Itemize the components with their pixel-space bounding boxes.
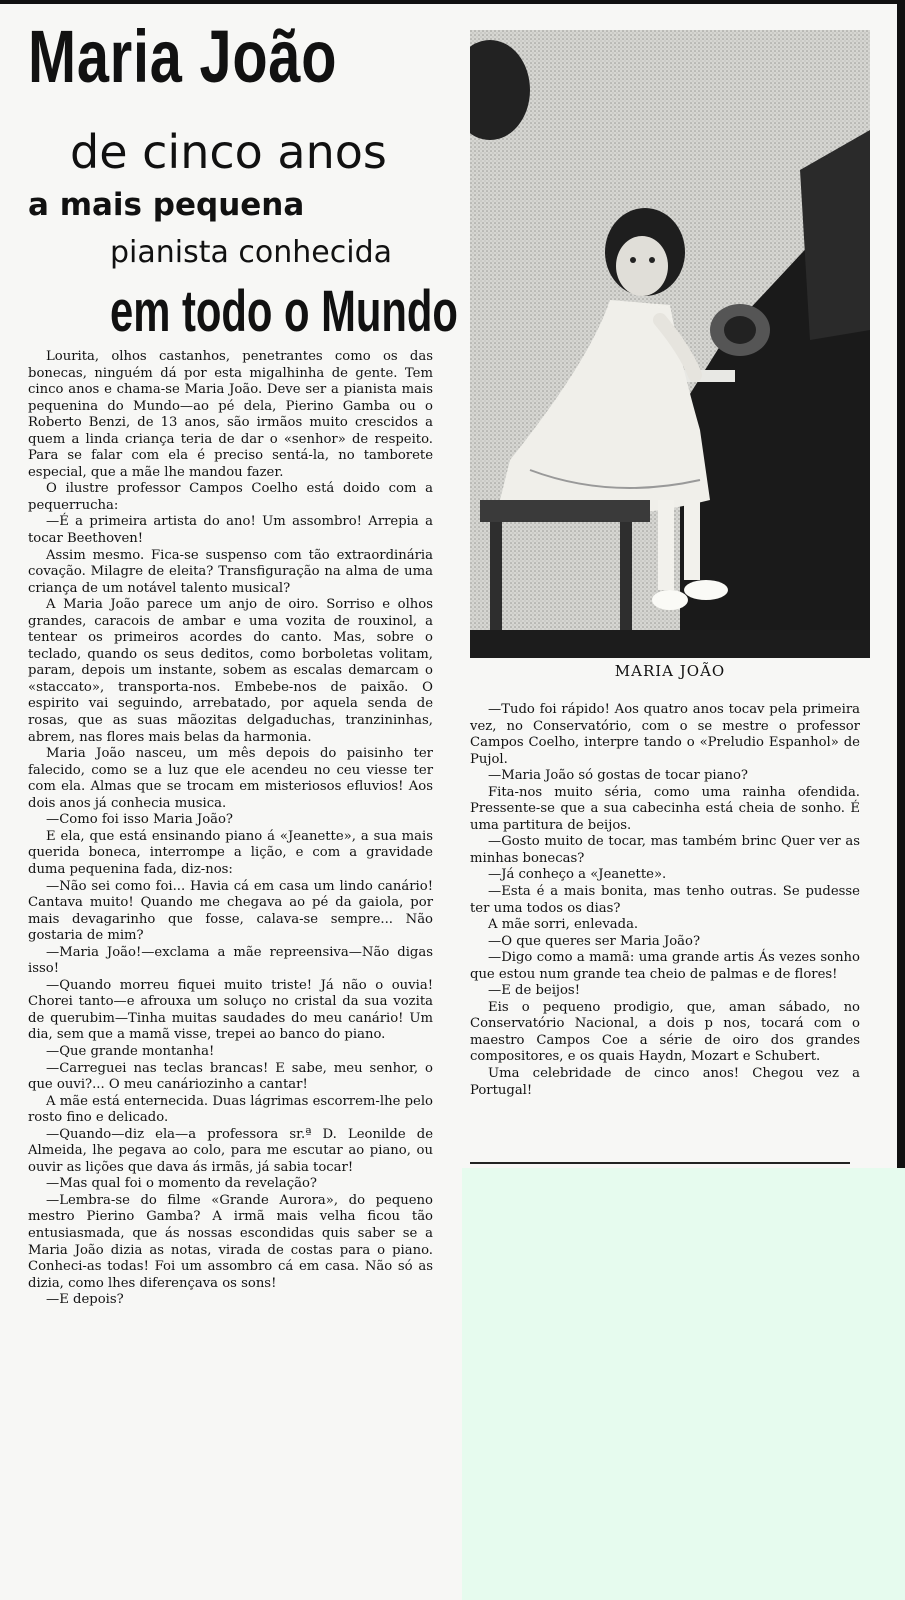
paragraph: O ilustre professor Campos Coelho está doido com a pequerrucha:: [28, 481, 433, 513]
paragraph: —Digo como a mamã: uma grande artis Ás vezes sonho que estou num grande tea cheio de palmas e de flores!: [470, 950, 860, 982]
paragraph: —Maria João!—exclama a mãe repreensiva—Não digas isso!: [28, 944, 433, 977]
paragraph: —Quando—diz ela—a professora sr.ª D. Leonilde de Almeida, lhe pegava ao colo, para me escutar ao piano, ou ouvir as lições que dava ás irmãs, já sabia tocar!: [28, 1126, 433, 1175]
top-rule: [0, 0, 905, 4]
headline-pianist: pianista conhecida: [110, 235, 393, 270]
paragraph: A mãe está enternecida. Duas lágrimas escorrem-lhe pelo rosto fino e delicado.: [28, 1093, 433, 1126]
paragraph: A mãe sorri, enlevada.: [488, 917, 639, 933]
paragraph: —Carreguei nas teclas brancas! E sabe, meu senhor, o que ouvi?... O meu canáriozinho a cantar!: [28, 1060, 433, 1093]
paragraph: Fita-nos muito séria, como uma rainha ofendida. Pressente-se que a sua cabecinha está cheia de sonho. É uma partitura de beijos.: [470, 784, 860, 833]
paragraph: —Mas qual foi o momento da revelação?: [46, 1176, 317, 1192]
paragraph: —Já conheço a «Jeanette».: [488, 867, 667, 883]
blank-area: [462, 1168, 905, 1600]
paragraph: —Quando morreu fiquei muito triste! Já não o ouvia! Chorei tanto—e afrouxa um soluço no cristal da sua vozita de querubim—Tinha muitas saudades do meu canário! Um dia, sem que a mamã visse, trepei ao banco do piano.: [28, 977, 433, 1043]
paragraph: —Não sei como foi... Havia cá em casa um lindo canário! Cantava muito! Quando me chegava ao pé da gaiola, por mais devagarinho que fosse, calava-se sempre... Não gostaria de mim?: [28, 878, 433, 944]
paragraph: A Maria João parece um anjo de oiro. Sorriso e olhos grandes, caracois de ambar e uma vozita de rouxinol, a tentear os primeiros acordes do canto. Mas, sobre o teclado, quando os seus deditos, como borboletas volitam, param, depois um instante, sobem as escalas demarcam o «staccato», transporta-nos. Embebe-nos de paixão. O espirito vai seguindo, arrebatado, por aquela senda de rosas, que as suas mãozitas delgaduchas, tranzininhas, abrem, nas flores mais belas da harmonia.: [28, 597, 433, 745]
paragraph: Uma celebridade de cinco anos! Chegou vez a Portugal!: [470, 1066, 860, 1098]
paragraph: E ela, que está ensinando piano á «Jeanette», a sua mais querida boneca, interrompe a lição, e com a gravidade duma pequenina fada, diz-nos:: [28, 828, 433, 877]
paragraph: Lourita, olhos castanhos, penetrantes como os das bonecas, ninguém dá por esta migalhinha de gente. Tem cinco anos e chama-se Maria João. Deve ser a pianista mais pequenina do Mundo—ao pé dela, Pierino Gamba ou o Roberto Benzi, de 13 anos, são irmãos muito crescidos a quem a linda criança teria de dar o «senhor» de respeito. Para se falar com ela é preciso sentá-la, no tamborete especial, que a mãe lhe mandou fazer.: [28, 349, 433, 480]
photo-caption: MARIA JOÃO: [614, 662, 726, 680]
paragraph: —E depois?: [46, 1292, 124, 1308]
paragraph: —Tudo foi rápido! Aos quatro anos tocav pela primeira vez, no Conservatório, com o se mestre o professor Campos Coelho, interpre tando o «Preludio Espanhol» de Pujol.: [470, 702, 860, 767]
right-edge-bar: [897, 0, 905, 1168]
headline-age: de cinco anos: [70, 125, 387, 179]
photo-maria-joao-at-piano: [470, 30, 870, 658]
paragraph: —É a primeira artista do ano! Um assombro! Arrepia a tocar Beethoven!: [28, 514, 433, 547]
headline-name: Maria João: [28, 15, 338, 98]
paragraph: Assim mesmo. Fica-se suspenso com tão extraordinária covação. Milagre de eleita? Transfiguração na alma de uma criança de um notável talento musical?: [28, 547, 433, 596]
headline-smallest: a mais pequena: [28, 187, 305, 223]
paragraph: —Esta é a mais bonita, mas tenho outras. Se pudesse ter uma todos os dias?: [470, 884, 860, 916]
paragraph: —Maria João só gostas de tocar piano?: [488, 768, 748, 784]
column-end-rule: [470, 1162, 850, 1164]
paragraph: —Como foi isso Maria João?: [46, 812, 234, 828]
article-left-column: [28, 349, 433, 1309]
photo-illustration: [470, 30, 870, 658]
paragraph: Eis o pequeno prodigio, que, aman sábado, no Conservatório Nacional, a dois p nos, tocará com o maestro Campos Coe a série de oiro dos grandes compositores, e os quais Haydn, Mozart e Schubert.: [470, 999, 860, 1065]
paragraph: —Que grande montanha!: [46, 1043, 215, 1059]
paragraph: —Lembra-se do filme «Grande Aurora», do pequeno mestro Pierino Gamba? A irmã mais velha ficou tão entusiasmada, que ás nossas escondidas quis saber se a Maria João dizia as notas, virada de costas para o piano. Conheci-as todas! Foi um assombro cá em casa. Não só as dizia, como lhes diferençava os sons!: [28, 1192, 433, 1291]
headline-world: em todo o Mundo: [110, 279, 458, 344]
paragraph: —Gosto muito de tocar, mas também brinc Quer ver as minhas bonecas?: [470, 834, 860, 866]
article-right-column: [470, 702, 860, 1099]
paragraph: —E de beijos!: [488, 983, 581, 999]
paragraph: Maria João nasceu, um mês depois do paisinho ter falecido, como se a luz que ele acendeu no ceu viesse ter com ela. Almas que se trocam em misteriosos efluvios! Aos dois anos já conhecia musica.: [28, 746, 433, 811]
paragraph: —O que queres ser Maria João?: [488, 933, 701, 949]
